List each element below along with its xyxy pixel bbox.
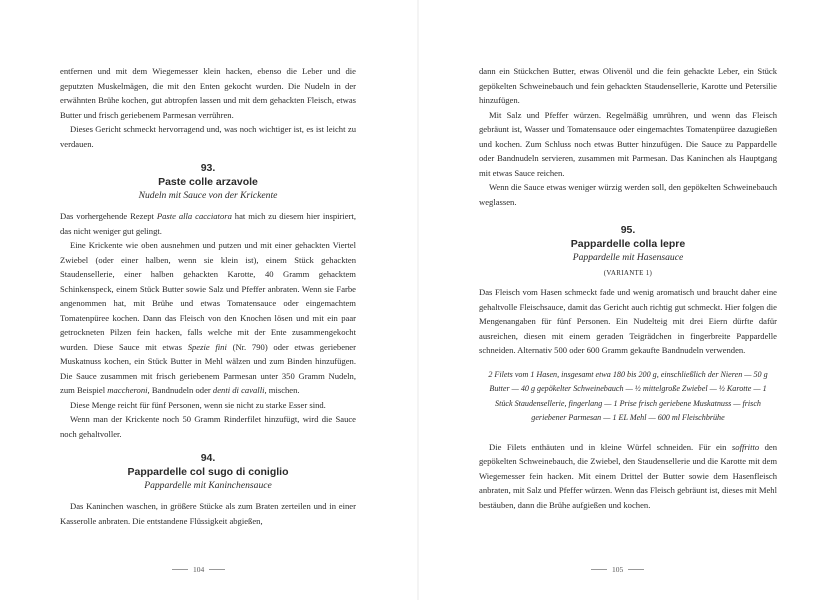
right-paragraph-2: Mit Salz und Pfeffer würzen. Regelmäßig umrühren, und wenn das Fleisch gebräunt ist, Wasser und Tomatensauce oder eingemachtes Tomatenpüree dazugießen und kochen. Zum Schluss noch etwas Butter hinzufügen. Die Sauce zu Pappardelle oder Bandnudeln servieren, zusammen mit Parmesan. Das Kaninchen als Hauptgang mit etwas Sauce reichen. bbox=[479, 109, 777, 178]
recipe-95-ingredients: 2 Filets vom 1 Hasen, insgesamt etwa 180 bis 200 g, einschließlich der Nieren — 50 g Butter — 40 g gepökelter Schweinebauch — ½ mittelgroße Zwiebel — ½ Karotte — 1 Stück Staudensellerie, fingerlang — 1 Prise frisch geriebene Muskatnuss — frisch geriebener Parmesan — 1 EL Mehl — 600 ml Fleischbrühe bbox=[488, 369, 768, 422]
recipe-94-title: Pappardelle col sugo di coniglio bbox=[127, 466, 289, 478]
recipe-94-number: 94. bbox=[200, 452, 216, 464]
right-intro-paragraph: dann ein Stückchen Butter, etwas Olivenöl und die fein gehackte Leber, ein Stück gepökelten Schweinebauch und fein gehackten Staudensellerie, Karotte und Petersilie hinzufügen. bbox=[479, 66, 777, 105]
right-page-number-text: 105 bbox=[612, 565, 624, 574]
recipe-95-subtitle: Pappardelle mit Hasensauce bbox=[572, 252, 684, 263]
recipe-95-variant: (VARIANTE 1) bbox=[603, 269, 653, 277]
recipe-95-paragraph-2: Die Filets enthäuten und in kleine Würfel schneiden. Für ein soffritto den gepökelten Schweinebauch, die Zwiebel, den Staudensellerie und die Karotte mit dem Wiegemesser fein hacken. Mit einem Drittel der Butter sowie dem Hasenfleisch anbraten, mit Salz und Pfeffer würzen. Wenn das Fleisch gebräunt ist, dieses mit Mehl bestäuben, dann die Brühe aufgießen und kochen. bbox=[479, 441, 777, 510]
recipe-95-paragraph-1: Das Fleisch vom Hasen schmeckt fade und wenig aromatisch und braucht daher eine gehaltvolle Fleischsauce, damit das Gericht auch richtig gut schmeckt. Hier folgen die Mengenangaben für fünf Personen. Ein Nudelteig mit drei Eiern dürfte dafür ausreichen, diesen mit einem geraden Teigrädchen in fingerbreite Pappardelle schneiden. Alternativ 500 oder 600 Gramm gekaufte Bandnudeln verwenden. bbox=[479, 287, 777, 355]
recipe-95-number: 95. bbox=[620, 224, 636, 236]
recipe-94-paragraph-1: Das Kaninchen waschen, in größere Stücke als zum Braten zerteilen und in einer Kasserolle anbraten. Die entstandene Flüssigkeit abgießen, bbox=[60, 501, 356, 526]
recipe-93-title: Paste colle arzavole bbox=[158, 176, 258, 188]
recipe-93-paragraph-1: Das vorhergehende Rezept Paste alla cacciatora hat mich zu diesem hier inspiriert, das nicht weniger gut gelingt. bbox=[60, 211, 357, 236]
left-page-number bbox=[172, 565, 225, 574]
left-page-number-text: 104 bbox=[193, 565, 205, 574]
recipe-93-subtitle: Nudeln mit Sauce von der Krickente bbox=[138, 190, 278, 201]
left-page bbox=[0, 0, 418, 600]
right-page-number bbox=[591, 565, 644, 574]
recipe-93-paragraph-4: Wenn man der Krickente noch 50 Gramm Rinderfilet hinzufügt, wird die Sauce noch gehaltvoller. bbox=[60, 414, 356, 439]
folio-rule bbox=[172, 569, 188, 570]
right-paragraph-3: Wenn die Sauce etwas weniger würzig werden soll, den gepökelten Schweinebauch weglassen. bbox=[479, 182, 777, 207]
right-text-column bbox=[479, 64, 777, 512]
recipe-93-heading bbox=[60, 161, 356, 203]
recipe-95-title: Pappardelle colla lepre bbox=[570, 238, 686, 250]
left-intro-paragraph: entfernen und mit dem Wiegemesser klein hacken, ebenso die Leber und die geputzten Muskelmägen, die mit den Enten gekocht wurden. Die Nudeln in der erwähnten Brühe kochen, gut abtropfen lassen und mit dem gehackten Fleisch, etwas Butter und frisch geriebenem Parmesan verrühren. bbox=[60, 66, 356, 120]
recipe-94-subtitle: Pappardelle mit Kaninchensauce bbox=[144, 480, 272, 491]
left-text-column bbox=[60, 64, 356, 528]
recipe-93-paragraph-3: Diese Menge reicht für fünf Personen, wenn sie nicht zu starke Esser sind. bbox=[70, 399, 326, 410]
folio-rule bbox=[591, 569, 607, 570]
recipe-93-paragraph-2: Eine Krickente wie oben ausnehmen und putzen und mit einer gehackten Viertel Zwiebel (oder einer halben, wenn sie klein ist), einem Stück gehackten Staudensellerie, einer halben gehackten Karotte, 40 Gramm gehacktem Schinkenspeck, einem Stück Butter sowie Salz und Pfeffer anbraten. Wenn sie Farbe angenommen hat, mit Brühe und etwas Tomatensauce oder eingemachtem Tomatenpüree kochen. Dann das Fleisch von den Knochen lösen und mit ein paar getrockneten Pilzen fein hacken, falls welche mit der Ente zusammengekocht wurden. Diese Sauce mit etwas Spezie fini (Nr. 790) oder etwas geriebener Muskatnuss kochen, ein Stück Butter in Mehl wälzen und zum Binden hinzufügen. Die Sauce zusammen mit frisch geriebenem Parmesan unter 350 Gramm Nudeln, zum Beispiel maccheroni, Bandnudeln oder denti di cavalli, mischen. bbox=[60, 240, 356, 395]
right-page bbox=[419, 0, 837, 600]
recipe-95-heading bbox=[479, 223, 777, 279]
folio-rule bbox=[209, 569, 225, 570]
left-closing-paragraph: Dieses Gericht schmeckt hervorragend und, was noch wichtiger ist, es ist leicht zu verdauen. bbox=[60, 124, 356, 149]
recipe-93-number: 93. bbox=[200, 162, 216, 174]
recipe-94-heading bbox=[60, 451, 356, 493]
folio-rule bbox=[628, 569, 644, 570]
